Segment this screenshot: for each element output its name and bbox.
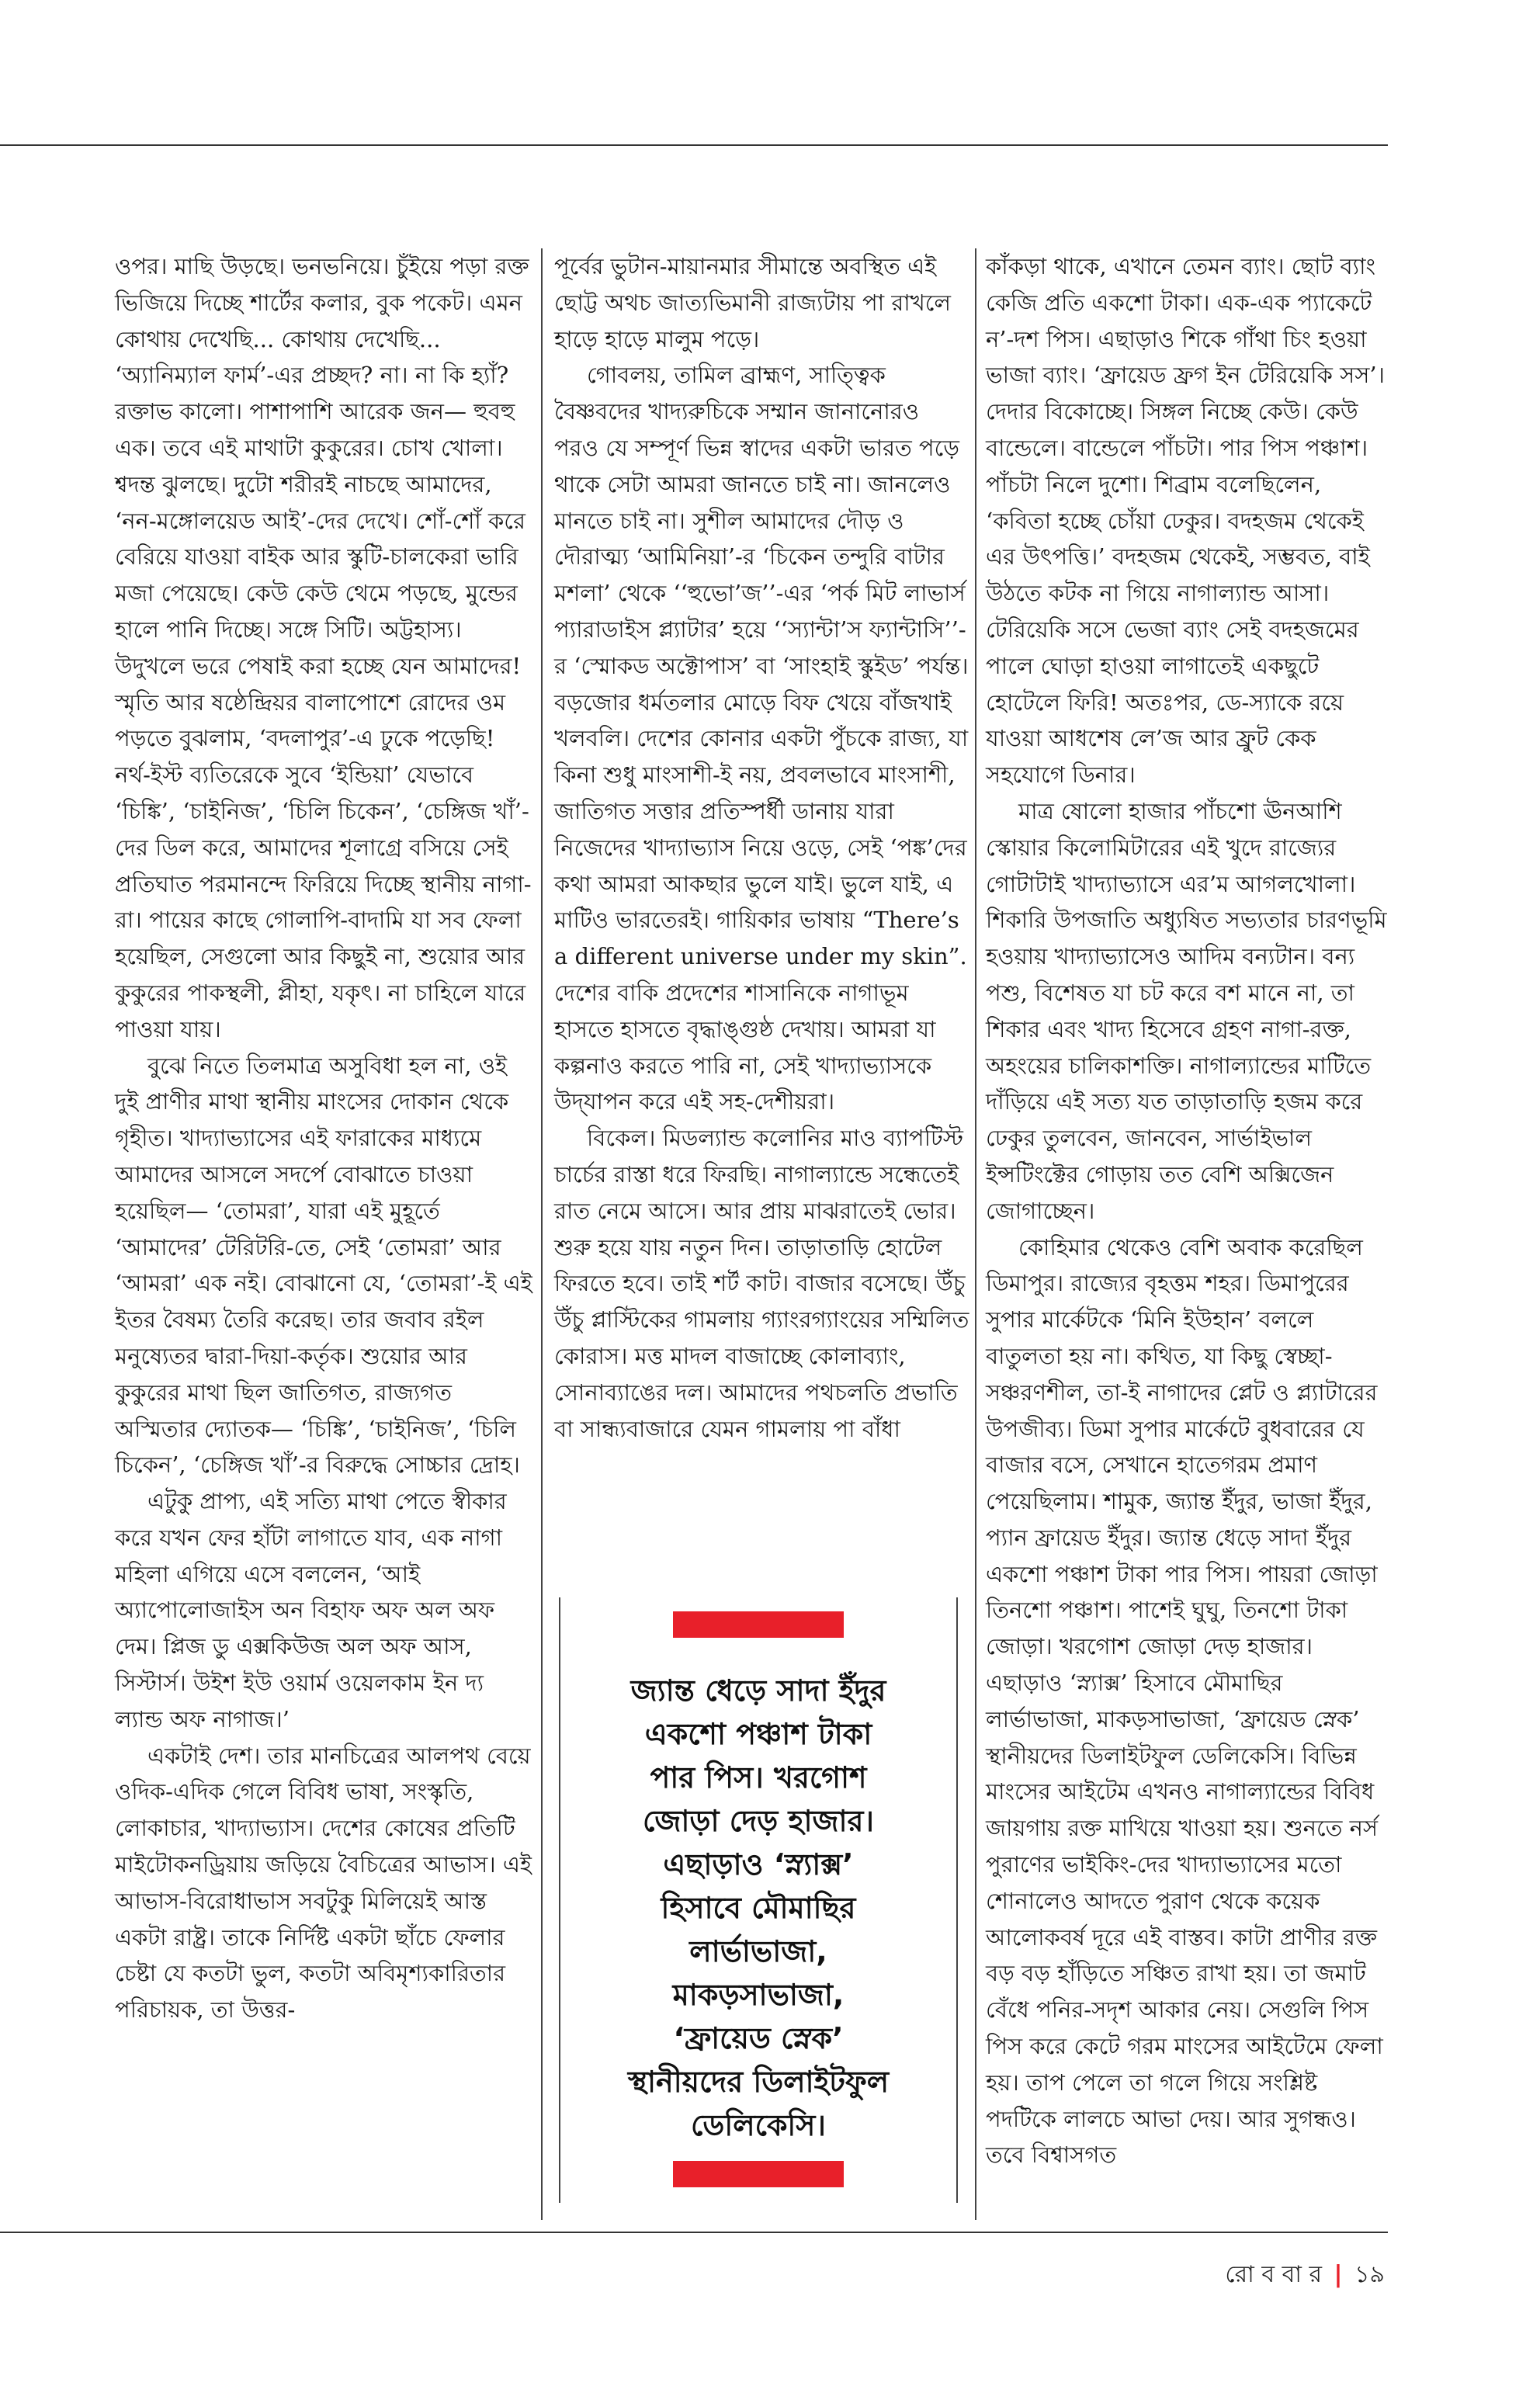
pull-quote-line: মাকড়সাভাজা,: [672, 1978, 845, 2012]
column-1: [115, 248, 534, 2028]
paragraph: বিকেল। মিডল্যান্ড কলোনির মাও ব্যাপটিস্ট চার্চের রাস্তা ধরে ফিরছি। নাগাল্যান্ডে সন্ধেতেই রাত নেমে আসে। আর প্রায় মাঝরাতেই ভোর। শুরু হয়ে যায় নতুন দিন। তাড়াতাড়ি হোটেল ফিরতে হবে। তাই শর্ট কাট। বাজার বসেছে। উঁচু উঁচু প্লাস্টিকের গামলায় গ্যাংরগ্যাংয়ের সম্মিলিত কোরাস। মত্ত মাদল বাজাচ্ছে কোলাব্যাং, সোনাব্যাঙের দল। আমাদের পথচলতি প্রভাতি বা সান্ধ্যবাজারে যেমন গামলায় পা বাঁধা: [554, 1125, 969, 1442]
footer-separator: |: [1334, 2261, 1343, 2288]
pull-quote-line: ‘ফ্রায়েড স্নেক’: [673, 2021, 844, 2055]
pull-quote-top-bar: [673, 1611, 844, 1638]
page-number: ১৯: [1354, 2261, 1385, 2288]
pull-quote-line: জ্যান্ত ধেড়ে সাদা ইঁদুর: [630, 1673, 886, 1708]
top-rule: [0, 144, 1388, 146]
paragraph: বুঝে নিতে তিলমাত্র অসুবিধা হল না, ওই দুই প্রাণীর মাথা স্থানীয় মাংসের দোকান থেকে গৃহীত। খাদ্যাভ্যাসের এই ফারাকের মাধ্যমে আমাদের আসলে সদর্পে বোঝাতে চাওয়া হয়েছিল— ‘তোমরা’, যারা এই মুহূর্তে ‘আমাদের’ টেরিটরি-তে, সেই ‘তোমরা’ আর ‘আমরা’ এক নই। বোঝানো যে, ‘তোমরা’-ই এই ইতর বৈষম্য তৈরি করেছ। তার জবাব রইল মনুষ্যেতর দ্বারা-দিয়া-কর্তৃক। শুয়োর আর কুকুরের মাথা ছিল জাতিগত, রাজ্যগত অস্মিতার দ্যোতক— ‘চিঙ্কি’, ‘চাইনিজ’, ‘চিলি চিকেন’, ‘চেঙ্গিজ খাঁ’-র বিরুদ্ধে সোচ্চার দ্রোহ।: [115, 1052, 532, 1479]
paragraph: ওপর। মাছি উড়ছে। ভনভনিয়ে। চুঁইয়ে পড়া রক্ত ভিজিয়ে দিচ্ছে শার্টের কলার, বুক পকেট। এমন কোথায় দেখেছি... কোথায় দেখেছি... ‘অ্যানিম্যাল ফার্ম’-এর প্রচ্ছদ? না। না কি হ্যাঁ? রক্তাভ কালো। পাশাপাশি আরেক জন— হুবহু এক। তবে এই মাথাটা কুকুরের। চোখ খোলা। শ্বদন্ত ঝুলছে। দুটো শরীরই নাচছে আমাদের, ‘নন-মঙ্গোলয়েড আই’-দের দেখে। শোঁ-শোঁ করে বেরিয়ে যাওয়া বাইক আর স্কুটি-চালকেরা ভারি মজা পেয়েছে। কেউ কেউ থেমে পড়ছে, মুন্ডের হালে পানি দিচ্ছে। সঙ্গে সিটি। অট্টহাস্য। উদুখলে ভরে পেষাই করা হচ্ছে যেন আমাদের! স্মৃতি আর ষষ্ঠেন্দ্রিয়র বালাপোশে রোদের ওম পড়তে বুঝলাম, ‘বদলাপুর’-এ ঢুকে পড়েছি! নর্থ-ইস্ট ব্যতিরেকে সুবে ‘ইন্ডিয়া’ যেভাবে ‘চিঙ্কি’, ‘চাইনিজ’, ‘চিলি চিকেন’, ‘চেঙ্গিজ খাঁ’-দের ডিল করে, আমাদের শূলাগ্রে বসিয়ে সেই প্রতিঘাত পরমানন্দে ফিরিয়ে দিচ্ছে স্থানীয় নাগা-রা। পায়ের কাছে গোলাপি-বাদামি যা সব ফেলা হয়েছিল, সেগুলো আর কিছুই না, শুয়োর আর কুকুরের পাকস্থলী, প্লীহা, যকৃৎ। না চাহিলে যারে পাওয়া যায়।: [115, 253, 532, 1042]
paragraph: কাঁকড়া থাকে, এখানে তেমন ব্যাং। ছোট ব্যাং কেজি প্রতি একশো টাকা। এক-এক প্যাকেটে ন’-দশ পিস। এছাড়াও শিকে গাঁথা চিং হওয়া ভাজা ব্যাং। ‘ফ্রায়েড ফ্রগ ইন টেরিয়েকি সস’। দেদার বিকোচ্ছে। সিঙ্গল নিচ্ছে কেউ। কেউ বান্ডেলে। বান্ডেলে পাঁচটা। পার পিস পঞ্চাশ। পাঁচটা নিলে দুশো। শিব্রাম বলেছিলেন, ‘কবিতা হচ্ছে চোঁয়া ঢেকুর। বদহজম থেকেই এর উৎপত্তি।’ বদহজম থেকেই, সম্ভবত, বাই উঠতে কটক না গিয়ে নাগাল্যান্ড আসা। টেরিয়েকি সসে ভেজা ব্যাং সেই বদহজমের পালে ঘোড়া হাওয়া লাগাতেই একছুটে হোটেলে ফিরি! অতঃপর, ডে-স্যাকে রয়ে যাওয়া আধশেষ লে’জ আর ফ্রুট কেক সহযোগে ডিনার।: [986, 253, 1385, 789]
pull-quote-line: জোড়া দেড় হাজার।: [642, 1804, 875, 1838]
paragraph: পূর্বের ভুটান-মায়ানমার সীমান্তে অবস্থিত এই ছোট্ট অথচ জাত্যভিমানী রাজ্যটায় পা রাখলে হাড়ে হাড়ে মালুম পড়ে।: [554, 253, 951, 352]
paragraph: কোহিমার থেকেও বেশি অবাক করেছিল ডিমাপুর। রাজ্যের বৃহত্তম শহর। ডিমাপুরের সুপার মার্কেটকে ‘মিনি ইউহান’ বললে বাতুলতা হয় না। কথিত, যা কিছু স্বেচ্ছা-সঞ্চরণশীল, তা-ই নাগাদের প্লেট ও প্ল্যাটারের উপজীব্য। ডিমা সুপার মার্কেটে বুধবারের যে বাজার বসে, সেখানে হাতেগরম প্রমাণ পেয়েছিলাম। শামুক, জ্যান্ত ইঁদুর, ভাজা ইঁদুর, প্যান ফ্রায়েড ইঁদুর। জ্যান্ত ধেড়ে সাদা ইঁদুর একশো পঞ্চাশ টাকা পার পিস। পায়রা জোড়া তিনশো পঞ্চাশ। পাশেই ঘুঘু, তিনশো টাকা জোড়া। খরগোশ জোড়া দেড় হাজার। এছাড়াও ‘স্ন্যাক্স’ হিসাবে মৌমাছির লার্ভাভাজা, মাকড়সাভাজা, ‘ফ্রায়েড স্নেক’ স্থানীয়দের ডিলাইটফুল ডেলিকেসি। বিভিন্ন মাংসের আইটেম এখনও নাগাল্যান্ডের বিবিধ জায়গায় রক্ত মাখিয়ে খাওয়া হয়। শুনতে নর্স পুরাণের ভাইকিং-দের খাদ্যাভ্যাসের মতো শোনালেও আদতে পুরাণ থেকে কয়েক আলোকবর্ষ দূরে এই বাস্তব। কাটা প্রাণীর রক্ত বড় বড় হাঁড়িতে সঞ্চিত রাখা হয়। তা জমাট বেঁধে পনির-সদৃশ আকার নেয়। সেগুলি পিস পিস করে কেটে গরম মাংসের আইটেমে ফেলা হয়। তাপ পেলে তা গলে গিয়ে সংশ্লিষ্ট পদটিকে লালচে আভা দেয়। আর সুগন্ধও। তবে বিশ্বাসগত: [986, 1233, 1383, 2169]
paragraph: এটুকু প্রাপ্য, এই সত্যি মাথা পেতে স্বীকার করে যখন ফের হাঁটা লাগাতে যাব, এক নাগা মহিলা এগিয়ে এসে বললেন, ‘আই অ্যাপোলোজাইস অন বিহাফ অফ অল অফ দেম। প্লিজ ডু এক্সকিউজ অল অফ আস, সিস্টার্স। উইশ ইউ ওয়ার্ম ওয়েলকাম ইন দ্য ল্যান্ড অফ নাগাজ।’: [115, 1488, 507, 1732]
section-name: রো ব বা র: [1225, 2261, 1322, 2288]
pull-quote-text: [576, 1669, 941, 2147]
paragraph: মাত্র ষোলো হাজার পাঁচশো ঊনআশি স্কোয়ার কিলোমিটারের এই খুদে রাজ্যের গোটাটাই খাদ্যাভ্যাসে এর’ম আগলখোলা। শিকারি উপজাতি অধ্যুষিত সভ্যতার চারণভূমি হওয়ায় খাদ্যাভ্যাসেও আদিম বন্যটান। বন্য পশু, বিশেষত যা চট করে বশ মানে না, তা শিকার এবং খাদ্য হিসেবে গ্রহণ নাগা-রক্ত, অহংয়ের চালিকাশক্তি। নাগাল্যান্ডের মাটিতে দাঁড়িয়ে এই সত্য যত তাড়াতাড়ি হজম করে ঢেকুর তুলবেন, জানবেন, সার্ভাইভাল ইন্সটিংক্টের গোড়ায় তত বেশি অক্সিজেন জোগাচ্ছেন।: [986, 797, 1387, 1224]
pull-quote-line: স্থানীয়দের ডিলাইটফুল: [627, 2065, 890, 2099]
pull-quote-line: পার পিস। খরগোশ: [650, 1760, 867, 1795]
column-divider: [975, 248, 976, 2220]
pull-quote-line: এছাড়াও ‘স্ন্যাক্স’: [663, 1847, 854, 1881]
column-2: [554, 248, 970, 1447]
paragraph: গোবলয়, তামিল ব্রাহ্মণ, সাত্ত্বিক বৈষ্ণবদের খাদ্যরুচিকে সম্মান জানানোরও পরও যে সম্পূর্ণ ভিন্ন স্বাদের একটা ভারত পড়ে থাকে সেটা আমরা জানতে চাই না। জানলেও মানতে চাই না। সুশীল আমাদের দৌড় ও দৌরাত্ম্য ‘আমিনিয়া’-র ‘চিকেন তন্দুরি বাটার মশলা’ থেকে ‘‘হুভো’জ’’-এর ‘পর্ক মিট লাভার্স প্যারাডাইস প্ল্যাটার’ হয়ে ‘‘স্যান্টা’স ফ্যান্টাসি’’-র ‘স্মোকড অক্টোপাস’ বা ‘সাংহাই স্কুইড’ পর্যন্ত। বড়জোর ধর্মতলার মোড়ে বিফ খেয়ে বাঁজখাই খলবলি। দেশের কোনার একটা পুঁচকে রাজ্য, যা কিনা শুধু মাংসাশী-ই নয়, প্রবলভাবে মাংসাশী, জাতিগত সত্তার প্রতিস্পর্ধী ডানায় যারা নিজেদের খাদ্যাভ্যাস নিয়ে ওড়ে, সেই ‘পঙ্ক’দের কথা আমরা আকছার ভুলে যাই। ভুলে যাই, এ মাটিও ভারতেরই। গায়িকার ভাষায় “There’s a different universe under my skin”. দেশের বাকি প্রদেশের শাসানিকে নাগাভূম হাসতে হাসতে বৃদ্ধাঙ্গুষ্ঠ দেখায়। আমরা যা কল্পনাও করতে পারি না, সেই খাদ্যাভ্যাসকে উদ্‌যাপন করে এই সহ-দেশীয়রা।: [554, 362, 969, 1115]
bottom-rule: [0, 2232, 1388, 2233]
pull-quote-line: হিসাবে মৌমাছির: [661, 1891, 856, 1925]
pull-quote-line: ডেলিকেসি।: [691, 2108, 826, 2142]
column-3: [986, 248, 1389, 2173]
page-footer: [1225, 2256, 1385, 2295]
pull-quote-bottom-bar: [673, 2161, 844, 2187]
pull-quote-line: একশো পঞ্চাশ টাকা: [644, 1717, 872, 1751]
pull-quote: [559, 1597, 958, 2203]
pull-quote-line: লার্ভাভাজা,: [689, 1934, 827, 1968]
column-divider: [541, 248, 543, 2220]
paragraph: একটাই দেশ। তার মানচিত্রের আলপথ বেয়ে ওদিক-এদিক গেলে বিবিধ ভাষা, সংস্কৃতি, লোকাচার, খাদ্যাভ্যাস। দেশের কোষের প্রতিটি মাইটোকনড্রিয়ায় জড়িয়ে বৈচিত্রের আভাস। এই আভাস-বিরোধাভাস সবটুকু মিলিয়েই আস্ত একটা রাষ্ট্র। তাকে নির্দিষ্ট একটা ছাঁচে ফেলার চেষ্টা যে কতটা ভুল, কতটা অবিমৃশ্যকারিতার পরিচায়ক, তা উত্তর-: [115, 1742, 532, 2024]
